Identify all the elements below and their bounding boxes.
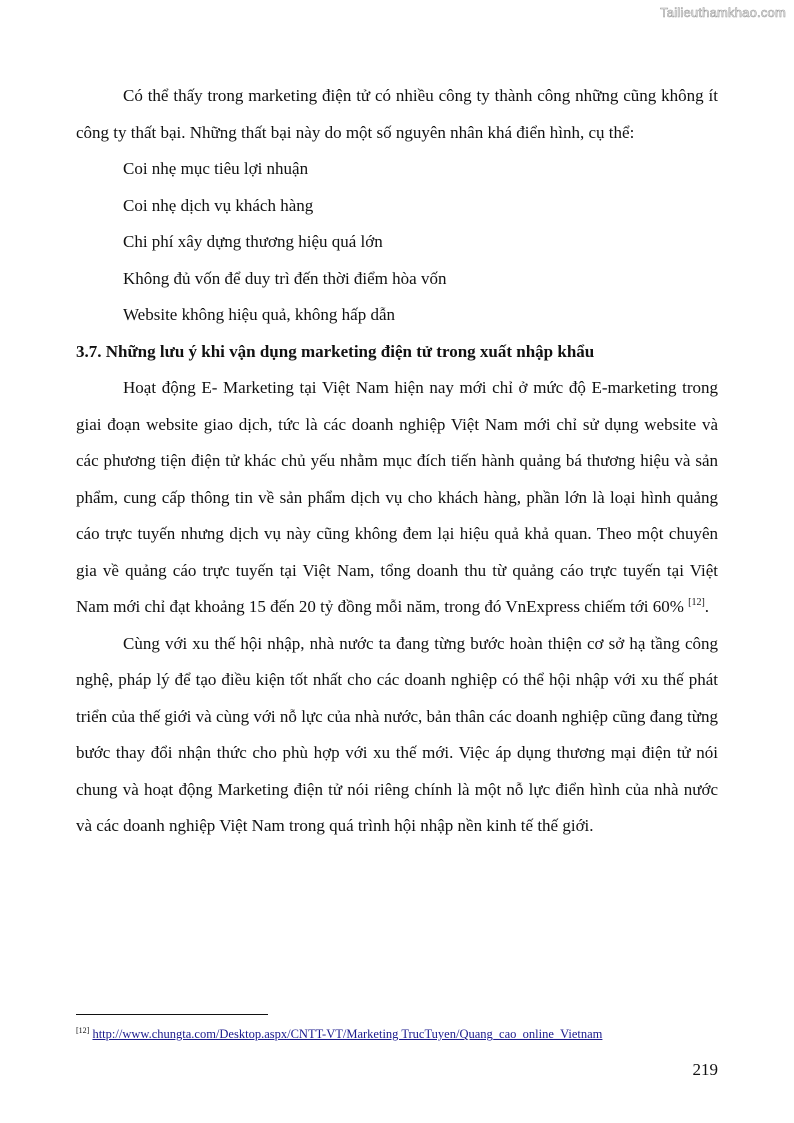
body-paragraph-1-text: Hoạt động E- Marketing tại Việt Nam hiện nay mới chỉ ở mức độ E-marketing trong giai đoạn website giao dịch, tức là các doanh nghiệp Việt Nam mới chỉ sử dụng website và các phương tiện điện tử khác chủ yếu nhằm mục đích tiến hành quảng bá thương hiệu và sản phẩm, cung cấp thông tin về sản phẩm dịch vụ cho khách hàng, phần lớn là loại hình quảng cáo trực tuyến nhưng dịch vụ này cũng không đem lại hiệu quả khả quan. Theo một chuyên gia về quảng cáo trực tuyến tại Việt Nam, tổng doanh thu từ quảng cáo trực tuyến tại Việt Nam mới chỉ đạt khoảng 15 đến 20 tỷ đồng mỗi năm, trong đó VnExpress chiếm tới 60% (76, 378, 718, 616)
footnote-marker: [12] (76, 1026, 90, 1035)
body-paragraph-1-end: . (704, 597, 710, 616)
list-item: Website không hiệu quả, không hấp dẫn (123, 305, 395, 324)
page-body (76, 78, 718, 845)
list-item: Coi nhẹ mục tiêu lợi nhuận (123, 159, 309, 178)
watermark: Tailieuthamkhao.com (660, 5, 786, 20)
body-paragraph-2: Cùng với xu thế hội nhập, nhà nước ta đang từng bước hoàn thiện cơ sở hạ tầng công nghệ, pháp lý để tạo điều kiện tốt nhất cho các doanh nghiệp có thể hội nhập với xu thế phát triển của thế giới và cùng với nỗ lực của nhà nước, bản thân các doanh nghiệp cũng đang từng bước thay đổi nhận thức cho phù hợp với xu thế mới. Việc áp dụng thương mại điện tử nói chung và hoạt động Marketing điện tử nói riêng chính là một nỗ lực điển hình của nhà nước và các doanh nghiệp Việt Nam trong quá trình hội nhập nền kinh tế thế giới. (76, 633, 718, 835)
footnote-link[interactable]: http://www.chungta.com/Desktop.aspx/CNTT-VT/Marketing TrucTuyen/Quang_cao_online_Vietnam (92, 1027, 603, 1041)
page-number: 219 (692, 1060, 718, 1079)
list-item: Coi nhẹ dịch vụ khách hàng (123, 195, 314, 215)
failure-reasons-list (76, 151, 718, 334)
footnote-divider (76, 1014, 268, 1015)
list-item: Chi phí xây dựng thương hiệu quá lớn (123, 232, 383, 251)
footnote (76, 1026, 756, 1042)
body-paragraph-1 (76, 370, 718, 626)
intro-paragraph: Có thể thấy trong marketing điện tử có nhiều công ty thành công những cũng không ít công ty thất bại. Những thất bại này do một số nguyên nhân khá điển hình, cụ thể: (76, 86, 718, 142)
section-heading: 3.7. Những lưu ý khi vận dụng marketing điện tử trong xuất nhập khẩu (76, 341, 595, 361)
list-item: Không đủ vốn để duy trì đến thời điểm hòa vốn (123, 268, 447, 288)
citation-reference[interactable]: [12] (688, 597, 705, 608)
